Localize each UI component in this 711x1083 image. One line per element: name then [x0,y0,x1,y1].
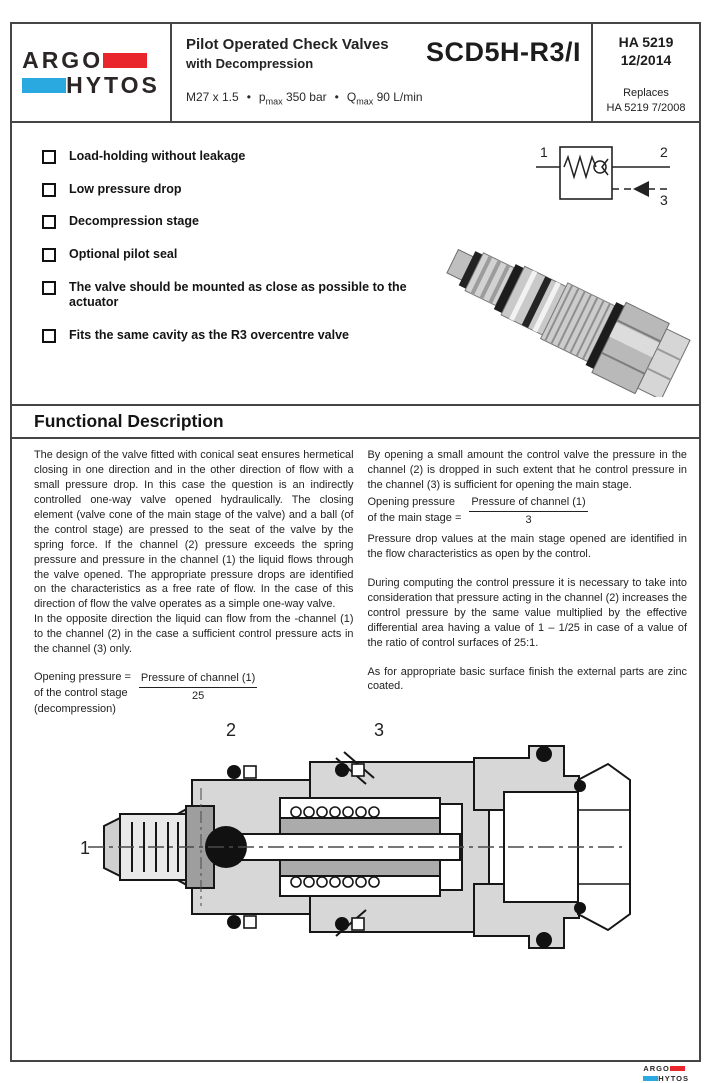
model-number: SCD5H-R3/I [425,37,581,67]
logo-blue-block-icon [22,78,66,93]
checkbox-icon [42,215,56,229]
doc-info-cell [593,24,699,121]
logo-red-block-icon [103,53,147,68]
feature-item: Optional pilot seal [42,247,422,263]
formula-main-stage: Opening pressure of the main stage = $\frac{\text{Pressure of channel (1)}}{3}$ [367,495,586,526]
document-title: Pilot Operated Check Valves [186,36,389,53]
checkbox-icon [42,329,56,343]
fd-right-column [368,448,688,718]
spec-thread: M27 x 1.5 [186,90,239,104]
spec-pmax: $p_{max}$ 350 bar [258,90,327,107]
product-photo [432,235,698,402]
spec-line: M27 x 1.5 • $p_{max}$ 350 bar • $Q_{max}$ 90 L/min [186,90,423,107]
features-section [12,123,699,406]
functional-description-band [12,406,699,439]
document-subtitle: with Decompression [186,56,314,71]
logo-text-hytos: HYTOS [66,71,160,98]
symbol-port1-label: 1 [540,144,548,160]
drawing-label-2: 2 [226,719,237,740]
feature-item: Fits the same cavity as the R3 overcentre valve [42,328,422,344]
formula-control-stage: Opening pressure = of the control stage (decompression) $\frac{\text{Pressure of channel (1)}}{25}$ [34,671,256,715]
brand-logo [12,24,172,121]
symbol-box [560,147,612,199]
functional-description-body [12,439,699,718]
footer-logo-blue-block-icon [643,1076,658,1081]
replaces-note: Replaces HA 5219 7/2008 [606,87,686,114]
feature-item: Decompression stage [42,214,422,230]
hydraulic-symbol-diagram [530,139,690,216]
fd-right-para2: Pressure drop values at the main stage opened are identified in the flow characteristics as open by the control. [367,532,687,560]
feature-item: Load-holding without leakage [42,149,422,165]
fd-left-para1: The design of the valve fitted with conical seat ensures hermetical closing in one direction and in the other direction of flow with a small pressure drop. In this case the question is an indirectly controlled one-way valve opened hydraulically. The closing element (valve cone of the main stage of the valve) and a ball (of the control stage) are pressed to the seat of the valve by the spring force. If the channel (2) pressure exceeds the spring pressure and pressure in the channel (1) the liquid flows through the valve opened. The appropriate pressure drops are identified on the characteristics as a free rate of flow. In the case of this direction of flow the valve operates as a simple one-way valve. [34,449,354,611]
logo-text-argo: ARGO [22,46,104,73]
feature-item: The valve should be mounted as close as possible to the actuator [42,280,422,311]
pilot-arrow-icon [633,181,649,197]
spec-qmax: $Q_{max}$ 90 L/min [346,90,423,107]
drawing-label-1: 1 [80,837,91,858]
checkbox-icon [42,248,56,262]
doc-date: 12/2014 [620,52,672,68]
feature-item: Low pressure drop [42,182,422,198]
fd-left-column [34,448,354,718]
title-cell [172,24,593,121]
page-frame [10,22,701,1062]
cross-section-area [12,718,699,986]
drawing-label-3: 3 [374,719,385,740]
features-list [42,149,422,360]
symbol-port2-label: 2 [660,144,668,160]
cross-section-drawing [74,718,636,981]
checkbox-icon [42,183,56,197]
footer-logo-red-block-icon [670,1066,685,1071]
fd-right-para4: As for appropriate basic surface finish the external parts are zinc coated. [367,665,687,693]
fd-right-para1: By opening a small amount the control valve the pressure in the channel (2) is dropped in such extent that he control pressure in the channel (3) is sufficient for opening the main stage. [367,449,687,491]
fd-left-para2: In the opposite direction the liquid can flow from the -channel (1) to the channel (2) in the case a sufficient control pressure acts in the channel (3) only. [34,613,354,656]
fd-right-para3: During computing the control pressure it is necessary to take into consideration that pressure acting in the channel (2) increases the control pressure by the same value multiplied by the effective differential area having a value of 1 – 1/25 in case of a value of the ratio of control surfaces of 25:1. [367,576,687,649]
checkbox-icon [42,281,56,295]
doc-number: HA 5219 [618,34,674,50]
header [12,24,699,123]
section-heading: Functional Description [34,411,224,431]
symbol-port3-label: 3 [660,192,668,208]
spring-glyph [564,157,596,177]
footer-brand-logo: ARGO HYTOS [643,1064,689,1083]
checkbox-icon [42,150,56,164]
